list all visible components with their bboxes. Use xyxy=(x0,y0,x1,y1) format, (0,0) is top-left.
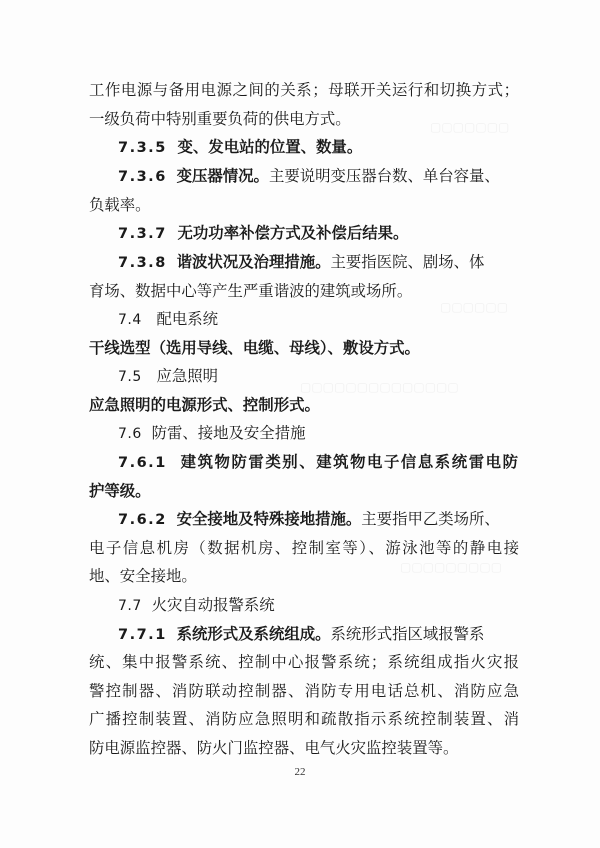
section-title: 配电系统 xyxy=(156,310,219,328)
section-number: 7.5 xyxy=(118,369,142,385)
section-7-4-heading xyxy=(118,309,518,330)
section-7-7-heading xyxy=(118,595,518,616)
body-line: 应急照明的电源形式、控制形式。 xyxy=(89,396,320,414)
subsection-7-3-8 xyxy=(118,252,518,273)
body-line: 警控制器、消防联动控制器、消防专用电话总机、消防应急 xyxy=(89,682,519,700)
section-title: 变、发电站的位置、数量。 xyxy=(177,138,363,156)
section-number: 7.7.1 xyxy=(118,627,167,643)
body-line: 育场、数据中心等产生严重谐波的建筑或场所。 xyxy=(89,282,413,300)
section-title: 火灾自动报警系统 xyxy=(151,596,275,614)
body-line: 防电源监控器、防火门监控器、电气火灾监控装置等。 xyxy=(89,739,459,757)
section-title: 系统形式及系统组成。 xyxy=(176,625,331,643)
body-line: 电子信息机房（数据机房、控制室等）、游泳池等的静电接 xyxy=(89,539,519,557)
bleed-through-text: ▢▢▢▢▢▢▢▢▢▢▢▢▢▢ xyxy=(300,380,459,394)
subsection-7-6-1 xyxy=(118,452,518,473)
section-number: 7.6.1 xyxy=(118,455,167,471)
section-title: 建筑物防雷类别、建筑物电子信息系统雷电防 xyxy=(180,453,518,471)
section-number: 7.3.5 xyxy=(118,140,167,156)
body-line: 护等级。 xyxy=(89,482,151,500)
section-number: 7.6.2 xyxy=(118,512,167,528)
section-number: 7.6 xyxy=(118,426,142,442)
subsection-7-3-5 xyxy=(118,137,518,158)
section-title: 无功功率补偿方式及补偿后结果。 xyxy=(177,224,409,242)
body-line: 负载率。 xyxy=(89,196,151,214)
section-number: 7.3.7 xyxy=(118,226,167,242)
body-line: 一级负荷中特别重要负荷的供电方式。 xyxy=(89,110,351,128)
section-number: 7.7 xyxy=(118,598,142,614)
section-7-5-heading xyxy=(118,366,518,387)
body-line: 广播控制装置、消防应急照明和疏散指示系统控制装置、消 xyxy=(89,710,519,728)
subsection-7-6-2 xyxy=(118,509,518,530)
section-7-6-heading xyxy=(118,423,518,444)
body-line: 干线选型（选用导线、电缆、母线）、敷设方式。 xyxy=(89,339,420,357)
section-title: 防雷、接地及安全措施 xyxy=(151,424,306,442)
subsection-7-3-7 xyxy=(118,223,518,244)
bleed-through-text: ▢▢▢▢▢▢▢▢▢ xyxy=(400,560,503,574)
subsection-7-3-6 xyxy=(118,166,518,187)
body-line: 统、集中报警系统、控制中心报警系统；系统组成指火灾报 xyxy=(89,653,519,671)
section-text: 主要指医院、剧场、体 xyxy=(330,253,485,271)
bleed-through-text: ▢▢▢▢▢▢ xyxy=(440,300,509,314)
section-number: 7.4 xyxy=(118,312,142,328)
section-text: 主要指甲乙类场所、 xyxy=(361,510,500,528)
section-title: 安全接地及特殊接地措施。 xyxy=(176,510,362,528)
section-number: 7.3.6 xyxy=(118,169,167,185)
body-line: 地、安全接地。 xyxy=(89,567,197,585)
section-title: 谐波状况及治理措施。 xyxy=(176,253,331,271)
section-text: 主要说明变压器台数、单台容量、 xyxy=(268,167,500,185)
body-line: 工作电源与备用电源之间的关系；母联开关运行和切换方式； xyxy=(89,81,519,99)
section-text: 系统形式指区域报警系 xyxy=(330,625,485,643)
page-number: 22 xyxy=(294,766,306,778)
section-title: 应急照明 xyxy=(156,367,219,385)
bleed-through-text: ▢▢▢▢▢▢▢ xyxy=(430,120,510,134)
subsection-7-7-1 xyxy=(118,624,518,645)
section-title: 变压器情况。 xyxy=(176,167,269,185)
section-number: 7.3.8 xyxy=(118,255,167,271)
